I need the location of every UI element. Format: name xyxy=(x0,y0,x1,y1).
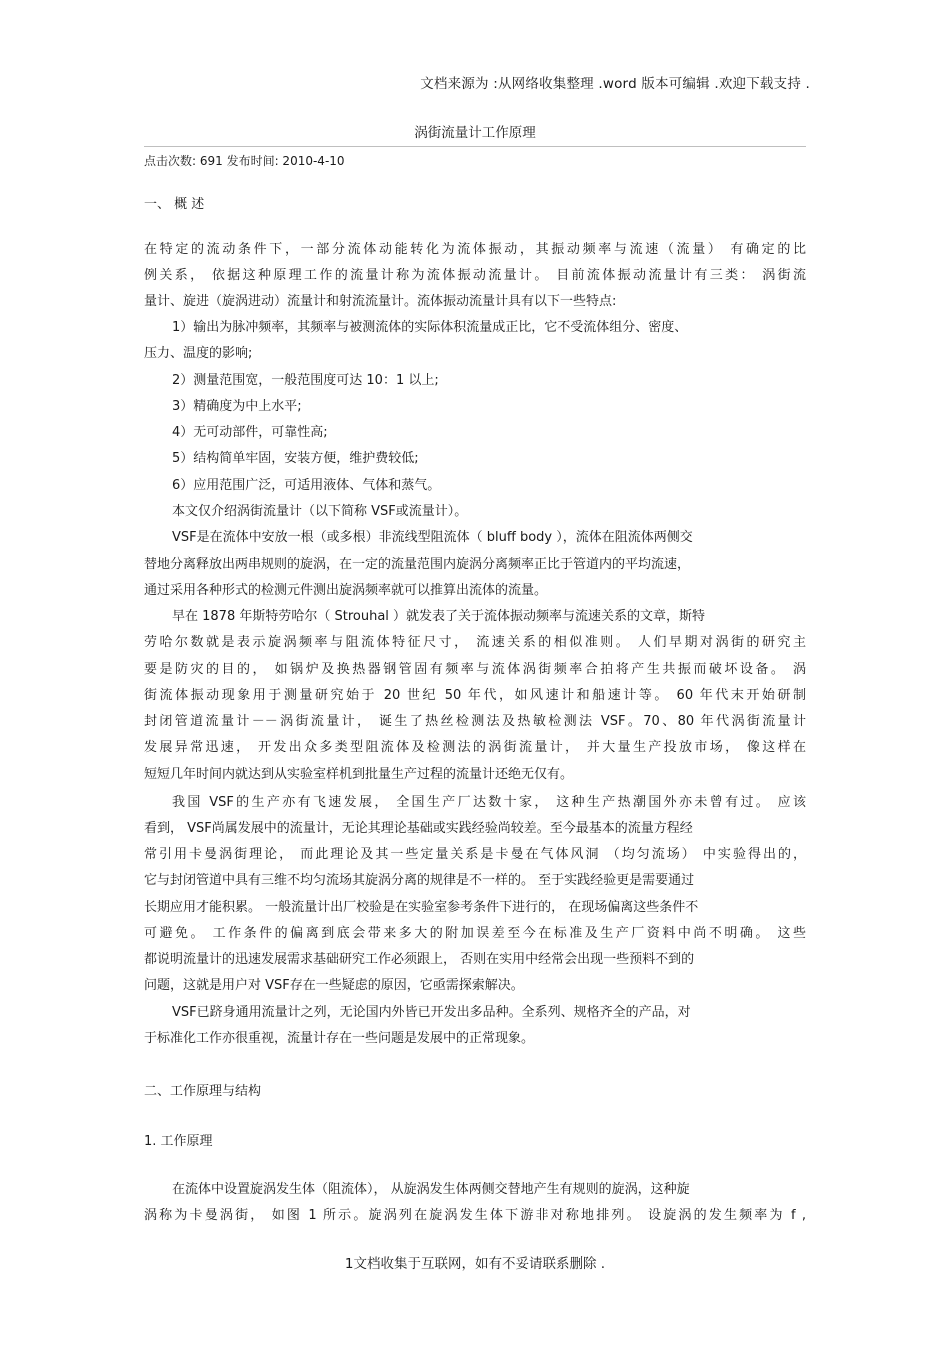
body-line: 我国 VSF的生产亦有飞速发展， 全国生产厂达数十家， 这种生产热潮国外亦未曾有过。 应该 xyxy=(172,795,806,810)
body-line: 长期应用才能积累。 一般流量计出厂校验是在实验室参考条件下进行的， 在现场偏离这些条件不 xyxy=(144,900,699,915)
body-line: 1）输出为脉冲频率，其频率与被测流体的实际体积流量成正比，它不受流体组分、密度、 xyxy=(172,320,688,335)
body-line: 要是防灾的目的， 如锅炉及换热器钢管固有频率与流体涡街频率合拍将产生共振而破坏设备。 涡 xyxy=(144,662,806,677)
page-title: 涡街流量计工作原理 xyxy=(414,125,536,141)
body-line: 早在 1878 年斯特劳哈尔（ Strouhal ）就发表了关于流体振动频率与流速关系的文章，斯特 xyxy=(172,609,706,624)
body-line: 封闭管道流量计－－涡街流量计， 诞生了热丝检测法及热敏检测法 VSF。70、80 年代涡街流量计 xyxy=(144,714,806,729)
page-footer: 1文档收集于互联网，如有不妥请联系删除 . xyxy=(344,1256,606,1272)
body-line: VSF是在流体中安放一根（或多根）非流线型阻流体（ bluff body ），流体在阻流体两侧交 xyxy=(172,530,693,545)
body-line: 例关系， 依据这种原理工作的流量计称为流体振动流量计。 目前流体振动流量计有三类： 涡街流 xyxy=(144,268,806,283)
body-line: 看到， VSF尚属发展中的流量计，无论其理论基础或实践经验尚较差。至今最基本的流量方程经 xyxy=(144,821,693,836)
body-line: 本文仅介绍涡街流量计（以下简称 VSF或流量计）。 xyxy=(172,504,468,519)
title-divider xyxy=(144,146,806,147)
section-heading-overview: 一、 概 述 xyxy=(144,197,205,212)
body-line: 在流体中设置旋涡发生体（阻流体）， 从旋涡发生体两侧交替地产生有规则的旋涡，这种旋 xyxy=(172,1182,690,1197)
body-line: 于标准化工作亦很重视，流量计存在一些问题是发展中的正常现象。 xyxy=(144,1031,535,1046)
body-line: 可避免。 工作条件的偏离到底会带来多大的附加误差至今在标准及生产厂资料中尚不明确。 这些 xyxy=(144,926,806,941)
body-line: 通过采用各种形式的检测元件测出旋涡频率就可以推算出流体的流量。 xyxy=(144,583,548,598)
body-line: 在特定的流动条件下，一部分流体动能转化为流体振动，其振动频率与流速（流量） 有确定的比 xyxy=(144,242,806,257)
body-line: 3）精确度为中上水平; xyxy=(172,399,302,414)
body-line: 量计、旋进（旋涡进动）流量计和射流流量计。流体振动流量计具有以下一些特点: xyxy=(144,294,617,309)
body-line: 劳哈尔数就是表示旋涡频率与阻流体特征尺寸， 流速关系的相似准则。 人们早期对涡街的研究主 xyxy=(144,635,806,650)
body-line: 问题，这就是用户对 VSF存在一些疑虑的原因，它亟需探索解决。 xyxy=(144,978,524,993)
body-line: 都说明流量计的迅速发展需求基础研究工作必须跟上， 否则在实用中经常会出现一些预料不到的 xyxy=(144,952,695,967)
section-heading-principle-structure: 二、工作原理与结构 xyxy=(144,1084,262,1099)
article-meta: 点击次数: 691 发布时间: 2010-4-10 xyxy=(144,154,345,168)
body-line: 发展异常迅速， 开发出众多类型阻流体及检测法的涡街流量计， 并大量生产投放市场， 像这样在 xyxy=(144,740,806,755)
body-line: 替地分离释放出两串规则的旋涡，在一定的流量范围内旋涡分离频率正比于管道内的平均流速， xyxy=(144,557,691,572)
body-line: 短短几年时间内就达到从实验室样机到批量生产过程的流量计还绝无仅有。 xyxy=(144,767,574,782)
body-line: 5）结构简单牢固，安装方便，维护费较低; xyxy=(172,451,419,466)
source-note: 文档来源为 :从网络收集整理 .word 版本可编辑 .欢迎下载支持 . xyxy=(420,76,810,92)
body-line: 压力、温度的影响; xyxy=(144,346,253,361)
body-line: 2）测量范围宽，一般范围度可达 10：1 以上; xyxy=(172,373,439,388)
body-line: 4）无可动部件，可靠性高; xyxy=(172,425,328,440)
body-line: 街流体振动现象用于测量研究始于 20 世纪 50 年代，如风速计和船速计等。 60 年代末开始研制 xyxy=(144,688,806,703)
subsection-heading-principle: 1. 工作原理 xyxy=(144,1134,213,1149)
body-line: 涡称为卡曼涡街， 如图 1 所示。旋涡列在旋涡发生体下游非对称地排列。 设旋涡的发生频率为 f , xyxy=(144,1208,806,1223)
body-line: 它与封闭管道中具有三维不均匀流场其旋涡分离的规律是不一样的。 至于实践经验更是需要通过 xyxy=(144,873,695,888)
body-line: 常引用卡曼涡街理论， 而此理论及其一些定量关系是卡曼在气体风洞 （均匀流场） 中实验得出的， xyxy=(144,847,806,862)
body-line: VSF已跻身通用流量计之列，无论国内外皆已开发出多品种。全系列、规格齐全的产品，对 xyxy=(172,1005,691,1020)
body-line: 6）应用范围广泛，可适用液体、气体和蒸气。 xyxy=(172,478,441,493)
